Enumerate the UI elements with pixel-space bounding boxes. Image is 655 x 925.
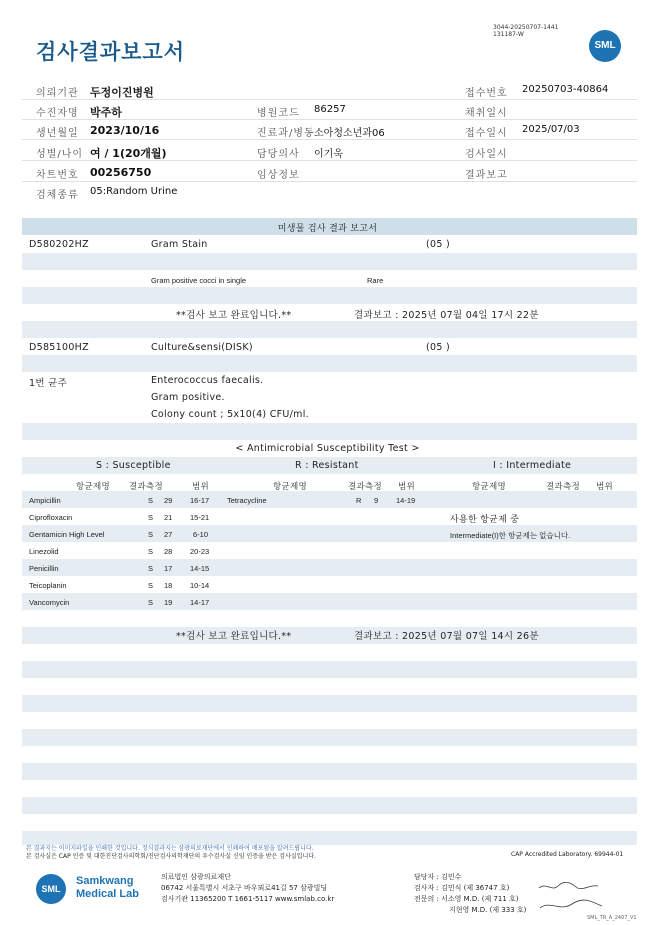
intermediate-note-line1: 사용한 항균제 중 (450, 515, 520, 525)
zone-range: 6-10 (193, 530, 209, 539)
row-band (22, 287, 637, 304)
row-band (22, 491, 637, 508)
header-row-institution: 의뢰기관 두정이진병원 접수번호 20250703-40864 (22, 79, 637, 100)
row-band (22, 695, 637, 712)
organism-name: Enterococcus faecalis. (151, 375, 264, 386)
row-band (22, 661, 637, 678)
document-id: 3044-20250707-1441 131187-W (493, 24, 559, 38)
zone-range: 14-15 (190, 564, 210, 573)
test-name: Culture&sensi(DISK) (151, 342, 253, 353)
zone-range: 20-23 (190, 547, 210, 556)
legend-resistant: R : Resistant (295, 460, 359, 471)
zone-value: 21 (164, 513, 173, 522)
footer-accreditation-note: 본 검사실은 CAP 인증 및 대한진단검사의학회/진단검사의학재단의 우수검사실 신임 인증을 받은 검사실입니다. (26, 853, 316, 860)
row-band (22, 763, 637, 780)
drug-name: Ampicillin (29, 496, 61, 505)
drug-name: Tetracycline (227, 496, 267, 505)
form-code: SML_TR_A_2407_V1 (587, 915, 637, 921)
test-number: (05 ) (426, 239, 451, 250)
row-band (22, 729, 637, 746)
staff-examiner: 검사자 : 김민식 (제 36747 호) (414, 884, 510, 892)
brand-name: Samkwang Medical Lab (76, 875, 139, 900)
legend-intermediate: I : Intermediate (493, 460, 572, 471)
drug-name: Penicillin (29, 564, 59, 573)
intermediate-note-line2: Intermediate(I)한 항균제는 없습니다. (450, 531, 571, 540)
sri-value: S (148, 513, 154, 522)
zone-value: 28 (164, 547, 173, 556)
zone-range: 14-17 (190, 598, 210, 607)
zone-value: 17 (164, 564, 173, 573)
drug-name: Ciprofloxacin (29, 513, 73, 522)
header-row-chart: 차트번호 00256750 임상정보 결과보고 (22, 161, 637, 182)
sml-logo-icon: SML (589, 30, 621, 62)
strain-label: 1번 균주 (29, 378, 68, 389)
drug-name: Gentamicin High Level (29, 530, 105, 539)
test-number: (05 ) (426, 342, 451, 353)
section-title: 미생물 검사 결과 보고서 (277, 224, 378, 234)
test-code: D580202HZ (29, 239, 89, 250)
sri-value: S (148, 547, 154, 556)
footer-print-note: 본 결과지는 이미지파일을 인쇄한 것입니다. 정식결과지는 삼광의료재단에서 인쇄하여 배포됨을 알려드립니다. (26, 845, 314, 852)
row-band (22, 321, 637, 338)
zone-range: 16-17 (190, 496, 210, 505)
report-title: 검사결과보고서 (36, 40, 186, 64)
cap-accreditation: CAP Accredited Laboratory. 69944-01 (511, 851, 624, 858)
row-band (22, 423, 637, 440)
report-complete-text: **검사 보고 완료입니다.** (176, 310, 292, 321)
zone-value: 27 (164, 530, 173, 539)
signature-icon (536, 878, 606, 914)
header-row-specimen: 검체종류 05:Random Urine (36, 186, 178, 201)
row-band (22, 559, 637, 576)
col-drug-header: 항균제명 (273, 482, 308, 492)
row-band (22, 253, 637, 270)
zone-range: 14-19 (396, 496, 416, 505)
test-name: Gram Stain (151, 239, 208, 250)
report-time: 결과보고 : 2025년 07월 07일 14시 26분 (354, 631, 539, 642)
colony-count: Colony count ; 5x10(4) CFU/ml. (151, 409, 309, 420)
staff-in-charge: 담당자 : 김민수 (414, 873, 462, 881)
report-complete-text: **검사 보고 완료입니다.** (176, 631, 292, 642)
sri-value: S (148, 598, 154, 607)
header-row-birthdate: 생년월일 2023/10/16 진료과/병동 소아청소년과06 접수일시 2025/07/03 (22, 119, 637, 140)
sri-value: R (356, 496, 362, 505)
staff-specialist: 전문의 : 서소영 M.D. (제 711 호) (414, 895, 519, 903)
organism-gram: Gram positive. (151, 392, 225, 403)
col-drug-header: 항균제명 (76, 482, 111, 492)
col-range-header: 범위 (596, 482, 614, 492)
zone-value: 19 (164, 598, 173, 607)
col-range-header: 범위 (192, 482, 210, 492)
sri-value: S (148, 564, 154, 573)
zone-value: 18 (164, 581, 173, 590)
sml-logo-icon: SML (36, 874, 66, 904)
col-result-header: 결과측정 (546, 482, 581, 492)
header-row-patient: 수진자명 박주하 병원코드 86257 채취일시 (22, 99, 637, 120)
header-row-sex-age: 성별/나이 여 / 1(20개월) 담당의사 이기욱 검사일시 (22, 140, 637, 161)
gram-finding-result: Rare (367, 276, 384, 285)
row-band (22, 593, 637, 610)
gram-finding: Gram positive cocci in single (151, 276, 247, 285)
row-band (22, 797, 637, 814)
sri-value: S (148, 496, 154, 505)
drug-name: Vancomycin (29, 598, 70, 607)
drug-name: Teicoplanin (29, 581, 67, 590)
staff-specialist-2: 지현영 M.D. (제 333 호) (449, 906, 527, 914)
drug-name: Linezolid (29, 547, 59, 556)
col-range-header: 범위 (398, 482, 416, 492)
zone-value: 29 (164, 496, 173, 505)
row-band (22, 627, 637, 644)
zone-value: 9 (374, 496, 379, 505)
foundation-name: 의료법인 삼광의료재단 (161, 873, 231, 881)
sri-value: S (148, 530, 154, 539)
col-result-header: 결과측정 (129, 482, 164, 492)
report-time: 결과보고 : 2025년 07월 04일 17시 22분 (354, 310, 539, 321)
ast-title: < Antimicrobial Susceptibility Test > (235, 443, 420, 454)
legend-susceptible: S : Susceptible (96, 460, 171, 471)
contact-info: 검사기관 11365200 T 1661-5117 www.smlab.co.kr (161, 895, 335, 903)
zone-range: 10-14 (190, 581, 210, 590)
address: 06742 서울특별시 서초구 바우뫼로41길 57 삼광빌딩 (161, 884, 328, 892)
zone-range: 15-21 (190, 513, 210, 522)
col-drug-header: 항균제명 (472, 482, 507, 492)
test-code: D585100HZ (29, 342, 89, 353)
col-result-header: 결과측정 (348, 482, 383, 492)
row-band (22, 355, 637, 372)
sri-value: S (148, 581, 154, 590)
